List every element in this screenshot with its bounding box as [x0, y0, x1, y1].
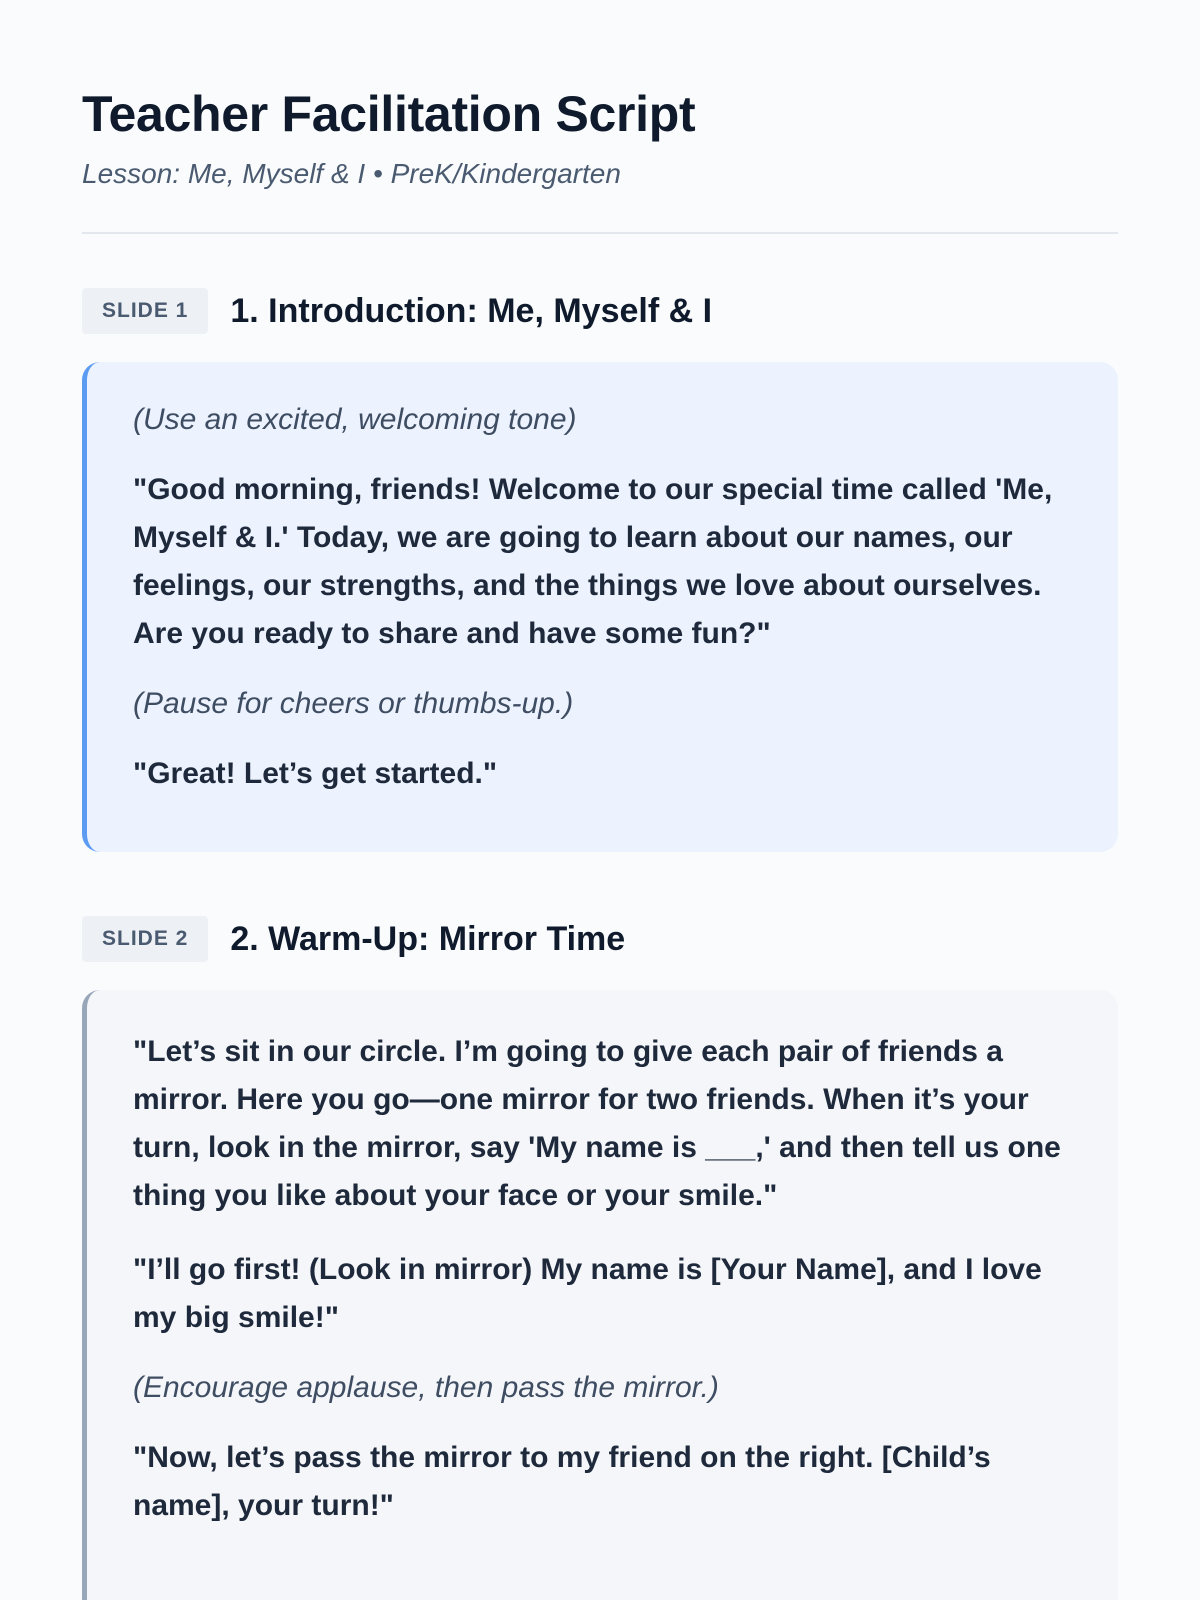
slide-section-2	[82, 916, 1118, 1600]
stage-direction: (Encourage applause, then pass the mirror.)	[133, 1371, 719, 1404]
spoken-line: "I’ll go first! (Look in mirror) My name is [Your Name], and I love my big smile!"	[133, 1253, 1042, 1334]
slide-badge: SLIDE 2	[82, 916, 208, 962]
page-title: Teacher Facilitation Script	[82, 86, 696, 142]
slide-header	[82, 916, 1118, 962]
slide-section-1	[82, 288, 1118, 852]
spoken-line: "Let’s sit in our circle. I’m going to give each pair of friends a mirror. Here you go—one mirror for two friends. When it’s your turn, look in the mirror, say 'My name is ___,' and then tell us one thing you like about your face or your smile."	[133, 1035, 1061, 1212]
lesson-subtitle: Lesson: Me, Myself & I • PreK/Kindergarten	[82, 158, 621, 189]
script-box	[82, 990, 1118, 1600]
stage-direction: (Pause for cheers or thumbs-up.)	[133, 687, 574, 720]
script-box	[82, 362, 1118, 852]
stage-direction: (Use an excited, welcoming tone)	[133, 403, 577, 436]
spoken-line: "Now, let’s pass the mirror to my friend on the right. [Child’s name], your turn!"	[133, 1441, 991, 1522]
spoken-line: "Great! Let’s get started."	[133, 757, 498, 790]
header-divider	[82, 232, 1118, 234]
slide-heading: 2. Warm-Up: Mirror Time	[230, 920, 626, 958]
spoken-line: "Good morning, friends! Welcome to our special time called 'Me, Myself & I.' Today, we are going to learn about our names, our feelings, our strengths, and the things we love about ourselves. Are you ready to share and have some fun?"	[133, 473, 1053, 650]
slide-heading: 1. Introduction: Me, Myself & I	[230, 292, 713, 330]
slide-badge: SLIDE 1	[82, 288, 208, 334]
slide-header	[82, 288, 1118, 334]
